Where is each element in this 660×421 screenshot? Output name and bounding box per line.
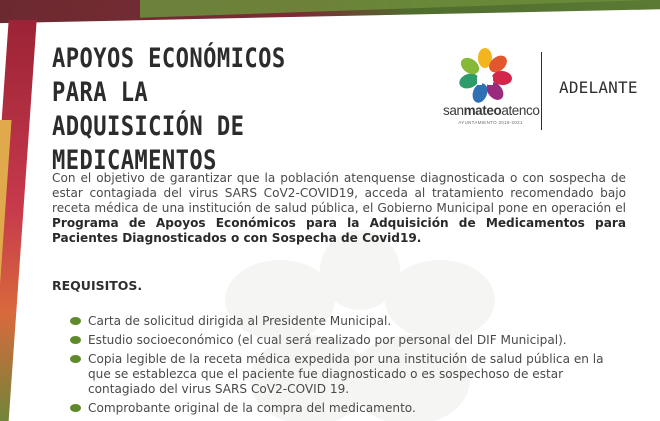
list-item	[70, 352, 626, 397]
requirements-heading: REQUISITOS.	[52, 278, 143, 293]
list-item	[70, 314, 626, 329]
logo-subtitle: AYUNTAMIENTO 2019-2021	[458, 120, 523, 125]
san-mateo-atenco-emblem-icon	[455, 47, 515, 105]
green-bullet-icon	[70, 404, 81, 412]
page-title	[52, 42, 347, 178]
green-bullet-icon	[70, 355, 81, 363]
requirement-text: Carta de solicitud dirigida al Presidente Municipal.	[88, 314, 392, 328]
green-bullet-icon	[70, 336, 81, 344]
list-item	[70, 333, 626, 348]
header-divider	[541, 52, 542, 130]
logo-wordmark: sanmateoatenco	[443, 103, 540, 118]
green-bullet-icon	[70, 317, 81, 325]
title-line-2: ADQUISICIÓN DE MEDICAMENTOS	[52, 111, 245, 176]
requirement-text: Copia legible de la receta médica expedida por una institución de salud pública en la que se establezca que el paciente fue diagnosticado o es sospechoso de estar contagiado del virus SARS CoV2-COVID 19.	[88, 352, 604, 396]
list-item	[70, 401, 626, 416]
intro-paragraph	[52, 171, 626, 246]
municipality-logo	[443, 47, 538, 129]
requirement-text: Comprobante original de la compra del medicamento.	[88, 401, 416, 415]
requirement-text: Estudio socioeconómico (el cual será realizado por personal del DIF Municipal).	[88, 333, 567, 347]
title-line-1: APOYOS ECONÓMICOS PARA LA	[52, 43, 286, 108]
requirements-list	[70, 314, 626, 420]
left-decorative-stripe	[0, 20, 37, 421]
intro-text: Con el objetivo de garantizar que la población atenquense diagnosticada o con sospecha de estar contagiada del virus SARS CoV2-COVID19, acceda al tratamiento recomendado bajo receta médica de una institución de salud pública, el Gobierno Municipal pone en operación el	[52, 171, 626, 215]
slogan: ADELANTE	[559, 78, 638, 97]
program-name: Programa de Apoyos Económicos para la Adquisición de Medicamentos para Pacientes Diagnosticados o con Sospecha de Covid19.	[52, 216, 626, 245]
